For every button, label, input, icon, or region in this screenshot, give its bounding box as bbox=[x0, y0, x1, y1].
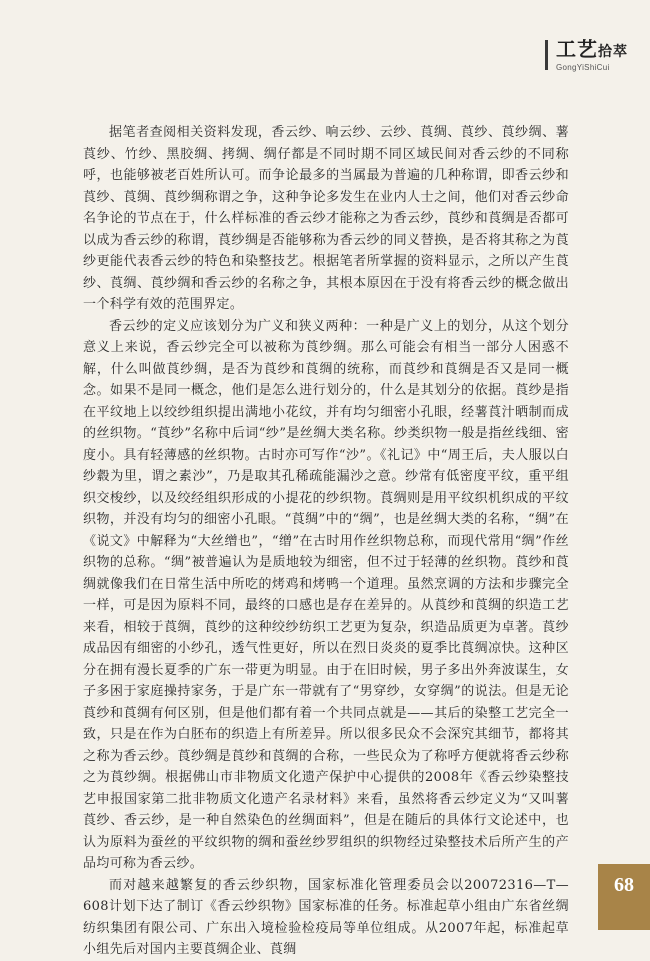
logo-small: 拾萃 bbox=[598, 44, 628, 60]
logo-title bbox=[556, 38, 628, 63]
article-body bbox=[83, 122, 569, 961]
paragraph-2: 香云纱的定义应该划分为广义和狭义两种：一种是广义上的划分，从这个划分意义上来说，香云纱完全可以被称为莨纱绸。那么可能会有相当一部分人困惑不解，什么叫做莨纱绸，是否为莨纱和莨绸的统称，而莨纱和莨绸是否又是同一概念。如果不是同一概念，他们是怎么进行划分的，什么是其划分的依据。莨纱是指在平纹地上以绞纱组织提出满地小花纹，并有均匀细密小孔眼，经薯莨汁晒制而成的丝织物。“莨纱”名称中后词“纱”是丝绸大类名称。纱类织物一般是指丝线细、密度小。具有轻薄感的丝织物。古时亦可写作“沙”。《礼记》中“周王后，夫人服以白纱縠为里，谓之素沙”，乃是取其孔稀疏能漏沙之意。纱常有低密度平纹，重平组织交梭纱，以及绞经组织形成的小提花的纱织物。莨绸则是用平纹织机织成的平纹织物，并没有均匀的细密小孔眼。“莨绸”中的“绸”，也是丝绸大类的名称，“绸”在《说文》中解释为“大丝缯也”，“缯”在古时用作丝织物总称，而现代常用“绸”作丝织物的总称。“绸”被普遍认为是质地较为细密，但不过于轻薄的丝织物。莨纱和莨绸就像我们在日常生活中所吃的烤鸡和烤鸭一个道理。虽然烹调的方法和步骤完全一样，可是因为原料不同，最终的口感也是存在差异的。从莨纱和莨绸的织造工艺来看，相较于莨绸，莨纱的这种绞纱纺织工艺更为复杂，织造品质更为卓著。莨纱成品因有细密的小纱孔，透气性更好，所以在烈日炎炎的夏季比莨绸凉快。这种区分在拥有漫长夏季的广东一带更为明显。由于在旧时候，男子多出外奔波谋生，女子多困于家庭操持家务，于是广东一带就有了“男穿纱，女穿绸”的说法。但是无论莨纱和莨绸有何区别，但是他们都有着一个共同点就是——其后的染整工艺完全一致，只是在作为白胚布的织造上有所差异。所以很多民众不会深究其细节，都将其之称为香云纱。莨纱绸是莨纱和莨绸的合称，一些民众为了称呼方便就将香云纱称之为莨纱绸。根据佛山市非物质文化遗产保护中心提供的2008年《香云纱染整技艺申报国家第二批非物质文化遗产名录材料》来看，虽然将香云纱定义为“又叫薯莨纱、香云纱，是一种自然染色的丝绸面料”，但是在随后的具体行文论述中，也认为原料为蚕丝的平纹织物的绸和蚕丝纱罗组织的织物经过染整技术后所产生的产品均可称为香云纱。 bbox=[83, 318, 569, 871]
page-number: 68 bbox=[598, 864, 650, 930]
logo-main: 工艺 bbox=[556, 37, 598, 61]
paragraph-3: 而对越来越繁复的香云纱织物，国家标准化管理委员会以20072316—T—608计划下达了制订《香云纱织物》国家标准的任务。标准起草小组由广东省丝绸纺织集团有限公司、广东出入境检验检疫局等单位组成。从2007年起，标准起草小组先后对国内主要莨绸企业、莨绸 bbox=[83, 877, 569, 957]
logo-subtitle: GongYiShiCui bbox=[556, 63, 610, 72]
paragraph-1: 据笔者查阅相关资料发现，香云纱、响云纱、云纱、莨绸、莨纱、莨纱绸、薯莨纱、竹纱、黑胶绸、拷绸、绸仔都是不同时期不同区域民间对香云纱的不同称呼，也能够被老百姓所认可。而争论最多的当属最为普遍的几种称谓，即香云纱和莨纱、莨绸、莨纱绸称谓之争，这种争论多发生在业内人士之间，他们对香云纱命名争论的节点在于，什么样标准的香云纱才能称之为香云纱，莨纱和莨绸是否都可以成为香云纱的称谓，莨纱绸是否能够称为香云纱的同义替换，是否将其称之为莨纱更能代表香云纱的特色和染整技艺。根据笔者所掌握的资料显示，之所以产生莨纱、莨绸、莨纱绸和香云纱的名称之争，其根本原因在于没有将香云纱的概念做出一个科学有效的范围界定。 bbox=[83, 125, 569, 312]
header-divider bbox=[545, 40, 548, 70]
header-logo bbox=[545, 38, 628, 72]
logo bbox=[556, 38, 628, 72]
